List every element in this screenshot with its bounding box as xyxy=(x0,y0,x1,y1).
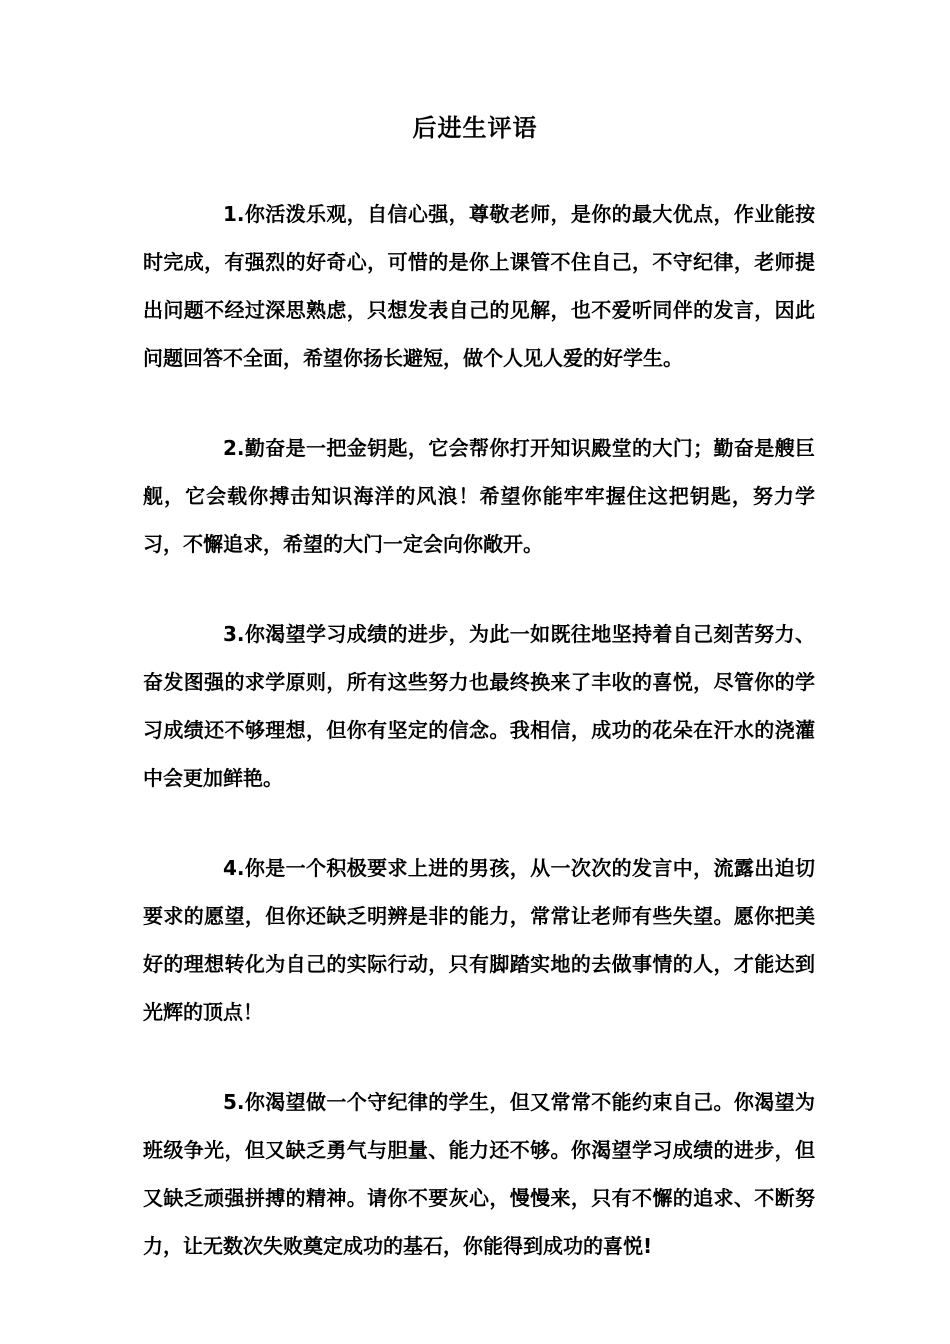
document-title: 后进生评语 xyxy=(412,114,538,142)
paragraph-1: 1.你活泼乐观，自信心强，尊敬老师，是你的最大优点，作业能按时完成，有强烈的好奇心，可惜的是你上课管不住自己，不守纪律，老师提出问题不经过深思熟虑，只想发表自己的见解，也不爱听同伴的发言，因此问题回答不全面，希望你扬长避短，做个人见人爱的好学生。 xyxy=(143,202,815,370)
paragraph-2: 2.勤奋是一把金钥匙，它会帮你打开知识殿堂的大门；勤奋是艘巨舰，它会载你搏击知识海洋的风浪！希望你能牢牢握住这把钥匙，努力学习，不懈追求，希望的大门一定会向你敞开。 xyxy=(143,436,815,556)
paragraph-4: 4.你是一个积极要求上进的男孩，从一次次的发言中，流露出迫切要求的愿望，但你还缺乏明辨是非的能力，常常让老师有些失望。愿你把美好的理想转化为自己的实际行动，只有脚踏实地的去做事情的人，才能达到光辉的顶点！ xyxy=(143,856,815,1024)
document-body xyxy=(143,190,815,1312)
paragraph-5: 5.你渴望做一个守纪律的学生，但又常常不能约束自己。你渴望为班级争光，但又缺乏勇气与胆量、能力还不够。你渴望学习成绩的进步，但又缺乏顽强拼搏的精神。请你不要灰心，慢慢来，只有不懈的追求、不断努力，让无数次失败奠定成功的基石，你能得到成功的喜悦! xyxy=(143,1090,815,1258)
paragraph-3: 3.你渴望学习成绩的进步，为此一如既往地坚持着自己刻苦努力、奋发图强的求学原则，所有这些努力也最终换来了丰收的喜悦，尽管你的学习成绩还不够理想，但你有坚定的信念。我相信，成功的花朵在汗水的浇灌中会更加鲜艳。 xyxy=(143,622,815,790)
